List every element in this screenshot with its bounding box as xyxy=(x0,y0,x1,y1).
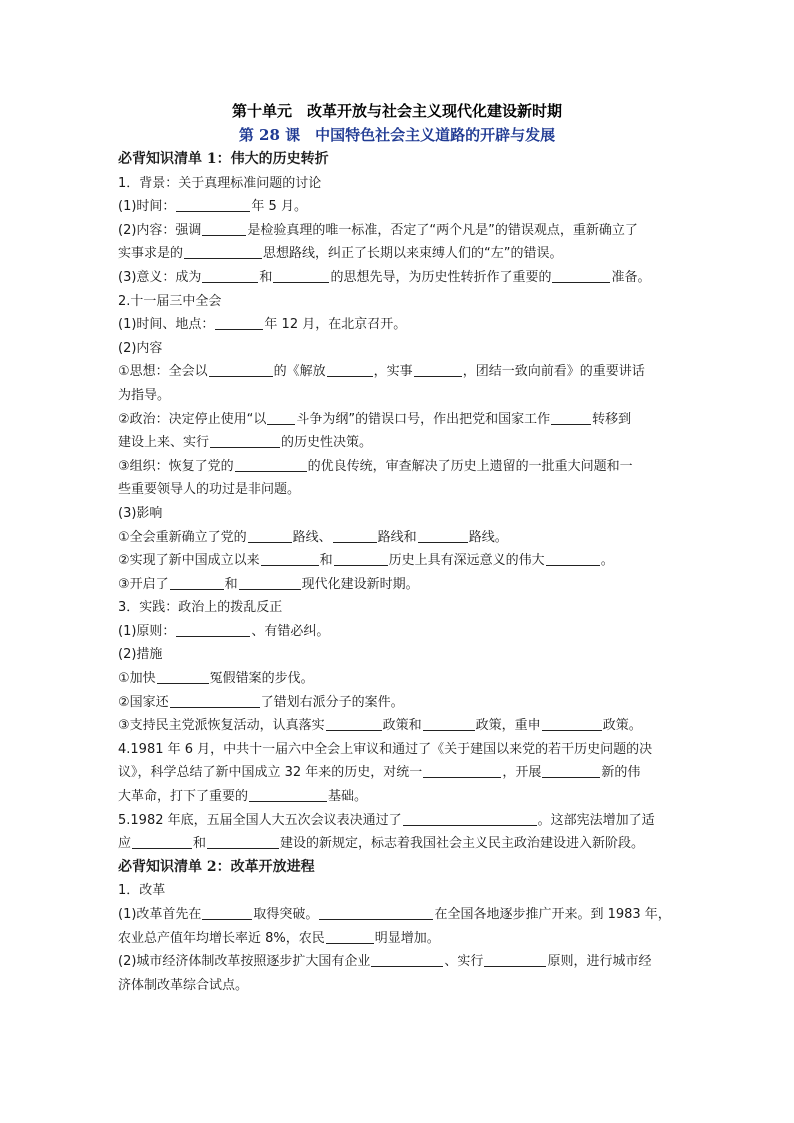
text-line xyxy=(118,455,686,479)
text-line xyxy=(118,408,686,432)
fill-in-blank[interactable] xyxy=(207,834,279,849)
line-text: (1)原则： xyxy=(118,623,176,639)
fill-in-blank[interactable] xyxy=(239,575,301,590)
line-text: 政策，重申 xyxy=(475,718,541,734)
text-line xyxy=(118,290,686,314)
text-line xyxy=(118,879,686,903)
text-line xyxy=(118,785,686,809)
line-text: 、有错必纠。 xyxy=(251,623,330,639)
fill-in-blank[interactable] xyxy=(414,362,462,377)
fill-in-blank[interactable] xyxy=(403,811,537,826)
line-text: 历史上具有深远意义的伟大 xyxy=(388,553,545,569)
line-text: 现代化建设新时期。 xyxy=(301,576,419,592)
line-text: (2)城市经济体制改革按照逐步扩大国有企业 xyxy=(118,954,371,970)
text-line xyxy=(118,337,686,361)
line-text: 斗争为纲”的错误口号，作出把党和国家工作 xyxy=(296,411,551,427)
line-text: 路线。 xyxy=(468,529,508,545)
line-text: 议》，科学总结了新中国成立 32 年来的历史，对统一 xyxy=(118,765,423,781)
fill-in-blank[interactable] xyxy=(176,197,250,212)
line-text: (3)意义：成为 xyxy=(118,269,202,285)
line-text: ②国家还 xyxy=(118,694,169,710)
fill-in-blank[interactable] xyxy=(546,551,600,566)
fill-in-blank[interactable] xyxy=(484,952,546,967)
line-text: (1)时间、地点： xyxy=(118,317,215,333)
fill-in-blank[interactable] xyxy=(542,716,602,731)
line-text: ，开展 xyxy=(502,765,542,781)
text-line xyxy=(118,950,686,974)
line-text: 1．改革 xyxy=(118,883,166,899)
line-text: 路线、 xyxy=(292,529,332,545)
line-text: ③支持民主党派恢复活动，认真落实 xyxy=(118,718,325,734)
fill-in-blank[interactable] xyxy=(273,268,329,283)
fill-in-blank[interactable] xyxy=(176,622,250,637)
unit-title: 第十单元 改革开放与社会主义现代化建设新时期 xyxy=(231,102,562,120)
line-text: (1)改革首先在 xyxy=(118,907,202,922)
line-text: 。 xyxy=(600,553,614,569)
line-text: 思想路线，纠正了长期以来束缚人们的“左”的错误。 xyxy=(263,246,563,262)
line-text: 建设的新规定，标志着我国社会主义民主政治建设进入新阶段。 xyxy=(280,836,645,852)
fill-in-blank[interactable] xyxy=(202,905,252,920)
text-line xyxy=(118,809,686,833)
line-text: 和 xyxy=(259,269,273,285)
line-text: 是检验真理的唯一标准，否定了“两个凡是”的错误观点，重新确立了 xyxy=(247,222,638,238)
fill-in-blank[interactable] xyxy=(248,528,292,543)
line-text: 实事求是的 xyxy=(118,246,184,262)
line-text: 了错划右派分子的案件。 xyxy=(260,694,404,710)
fill-in-blank[interactable] xyxy=(542,763,600,778)
fill-in-blank[interactable] xyxy=(170,693,260,708)
text-line xyxy=(118,927,686,951)
text-line xyxy=(118,384,686,408)
line-text: 4.1981 年 6 月，中共十一届六中全会上审议和通过了《关于建国以来党的若干历史问题的决 xyxy=(118,741,653,757)
line-text: ③开启了 xyxy=(118,576,169,592)
line-text: 和 xyxy=(224,576,238,592)
text-line xyxy=(118,738,686,762)
fill-in-blank[interactable] xyxy=(157,669,209,684)
line-text: 为指导。 xyxy=(118,387,171,403)
fill-in-blank[interactable] xyxy=(261,551,319,566)
text-line xyxy=(118,478,686,502)
text-line xyxy=(118,266,686,290)
line-text: 原则，进行城市经 xyxy=(547,954,652,970)
fill-in-blank[interactable] xyxy=(267,410,295,425)
lesson-title: 第 28 课 中国特色社会主义道路的开辟与发展 xyxy=(238,126,556,144)
line-text: 基础。 xyxy=(328,789,368,805)
line-text: 些重要领导人的功过是非问题。 xyxy=(118,482,301,498)
text-line xyxy=(118,360,686,384)
line-text: ③组织：恢复了党的 xyxy=(118,458,234,474)
line-text: 准备。 xyxy=(611,269,651,285)
text-line xyxy=(118,714,686,738)
line-text: 在全国各地逐步推广开来。到 1983 年， xyxy=(434,907,671,922)
fill-in-blank[interactable] xyxy=(334,551,388,566)
text-line xyxy=(118,195,686,219)
text-line xyxy=(118,761,686,785)
line-text: ①全会重新确立了党的 xyxy=(118,529,247,545)
line-text: 的优良传统，审查解决了历史上遗留的一批重大问题和一 xyxy=(307,458,633,474)
fill-in-blank[interactable] xyxy=(326,929,374,944)
line-text: 取得突破。 xyxy=(253,907,319,922)
line-text: 路线和 xyxy=(377,529,417,545)
fill-in-blank[interactable] xyxy=(132,834,192,849)
text-line xyxy=(118,974,686,998)
line-text: 和 xyxy=(193,836,207,852)
fill-in-blank[interactable] xyxy=(333,528,377,543)
line-text: 济体制改革综合试点。 xyxy=(118,977,249,993)
line-text: 转移到 xyxy=(592,411,632,427)
line-text: 必背知识清单 2：改革开放进程 xyxy=(118,858,315,875)
fill-in-blank[interactable] xyxy=(202,268,258,283)
line-text: 新的伟 xyxy=(601,765,641,781)
line-text: 的思想先导，为历史性转折作了重要的 xyxy=(330,269,552,285)
line-text: 必背知识清单 1：伟大的历史转折 xyxy=(118,151,329,167)
line-text: 农业总产值年均增长率近 8%，农民 xyxy=(118,930,325,946)
fill-in-blank[interactable] xyxy=(170,575,224,590)
text-line xyxy=(118,526,686,550)
fill-in-blank[interactable] xyxy=(551,410,591,425)
fill-in-blank[interactable] xyxy=(371,952,443,967)
line-text: 、实行 xyxy=(444,954,484,970)
text-line xyxy=(118,643,686,667)
text-line xyxy=(118,549,686,573)
fill-in-blank[interactable] xyxy=(209,362,273,377)
fill-in-blank[interactable] xyxy=(552,268,610,283)
line-text: (2)内容：强调 xyxy=(118,222,202,238)
line-text: 建设上来、实行 xyxy=(118,435,210,451)
line-text: 3．实践：政治上的拨乱反正 xyxy=(118,600,283,616)
line-text: 政策和 xyxy=(382,718,422,734)
fill-in-blank[interactable] xyxy=(423,763,501,778)
line-text: ①加快 xyxy=(118,671,156,687)
line-text: (2)内容 xyxy=(118,340,163,356)
line-text: 年 5 月。 xyxy=(251,199,307,215)
text-line xyxy=(118,620,686,644)
text-line xyxy=(118,573,686,597)
text-line xyxy=(118,832,686,856)
line-text: 2.十一届三中全会 xyxy=(118,293,222,309)
line-text: 1．背景：关于真理标准问题的讨论 xyxy=(118,175,322,191)
text-line xyxy=(118,903,686,927)
line-text: 的《解放 xyxy=(273,364,326,380)
fill-in-blank[interactable] xyxy=(423,716,475,731)
text-line xyxy=(118,691,686,715)
line-text: 5.1982 年底，五届全国人大五次会议表决通过了 xyxy=(118,812,402,828)
line-text: 大革命，打下了重要的 xyxy=(118,789,249,805)
text-line xyxy=(118,502,686,526)
fill-in-blank[interactable] xyxy=(184,244,262,259)
line-text: 和 xyxy=(319,553,333,569)
fill-in-blank[interactable] xyxy=(215,315,263,330)
line-text: ②政治：决定停止使用“以 xyxy=(118,411,267,427)
line-text: 年 12 月，在北京召开。 xyxy=(264,317,407,333)
line-text: 应 xyxy=(118,836,132,852)
line-text: 的历史性决策。 xyxy=(281,435,373,451)
fill-in-blank[interactable] xyxy=(202,221,246,236)
fill-in-blank[interactable] xyxy=(326,716,382,731)
line-text: 。这部宪法增加了适 xyxy=(537,812,655,828)
fill-in-blank[interactable] xyxy=(249,787,327,802)
fill-in-blank[interactable] xyxy=(210,433,280,448)
text-line xyxy=(118,596,686,620)
text-line xyxy=(118,172,686,196)
text-line xyxy=(118,667,686,691)
line-text: ，团结一致向前看》的重要讲话 xyxy=(462,364,645,380)
line-text: (3)影响 xyxy=(118,505,163,521)
line-text: ①思想：全会以 xyxy=(118,364,208,380)
line-text: ，实事 xyxy=(373,364,413,380)
text-line xyxy=(118,313,686,337)
line-text: (2)措施 xyxy=(118,647,163,663)
document-body xyxy=(118,148,686,997)
fill-in-blank[interactable] xyxy=(235,457,307,472)
section-heading xyxy=(118,856,686,880)
section-heading xyxy=(118,148,686,172)
line-text: (1)时间： xyxy=(118,199,176,215)
text-line xyxy=(118,219,686,243)
line-text: 明显增加。 xyxy=(374,930,440,946)
fill-in-blank[interactable] xyxy=(319,905,433,920)
fill-in-blank[interactable] xyxy=(418,528,468,543)
line-text: ②实现了新中国成立以来 xyxy=(118,553,260,569)
text-line xyxy=(118,242,686,266)
line-text: 政策。 xyxy=(602,718,642,734)
text-line xyxy=(118,431,686,455)
line-text: 冤假错案的步伐。 xyxy=(209,671,314,687)
fill-in-blank[interactable] xyxy=(327,362,373,377)
